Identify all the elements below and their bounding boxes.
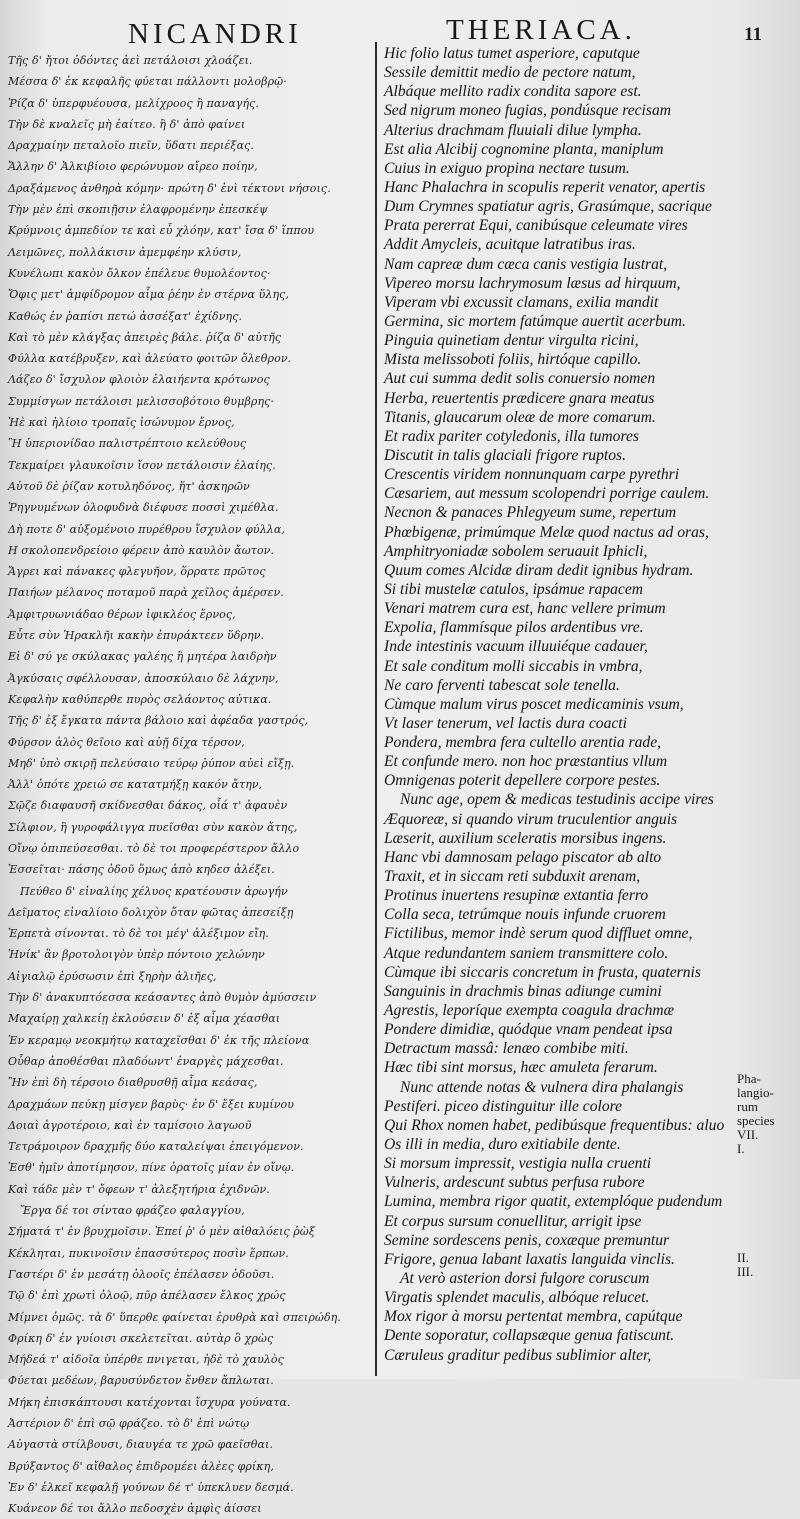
text-line: Cæsariem, aut messum scolopendri porrige caulem.: [384, 485, 710, 503]
text-line: Dum Crymnes spatiatur agris, Grasúmque, sacrique: [384, 198, 712, 216]
text-line: Κρύμνοις ἀμπεδίον τε καὶ εὖ χλόην, κατ' ἴσα δ' ἵππου: [8, 224, 315, 238]
text-line: Germina, sic mortem fatúmque auertit acerbum.: [384, 312, 686, 330]
text-line: Pondera, membra fera cultello arentia rade,: [384, 734, 662, 752]
text-line: Ἐσσεῖται· πάσης ὁδοῦ ὅμως ἀπὸ κηδεσ ἀλέξει.: [8, 863, 275, 877]
text-line: Herba, reuertentis prædicere gnara meatus: [384, 389, 655, 407]
text-line: Sanguinis in drachmis binas adiunge cumini: [384, 982, 662, 1000]
text-line: Sessile demittit medio de pectore natum,: [384, 64, 636, 82]
text-line: Et radix pariter cotyledonis, illa tumores: [384, 427, 639, 445]
text-line: Hæc tibi sint morsus, hæc amuleta ferarum.: [384, 1059, 658, 1077]
text-line: Κέκληται, πυκινοῖσιν ἐπασσύτερος ποσὶν ἕρπων.: [8, 1246, 289, 1260]
text-line: Λειμῶνες, πολλάκισιν ἀμεμφέην κλύσιν,: [8, 245, 242, 259]
text-line: Cuius in exiguo propina nectare tusum.: [384, 159, 630, 177]
text-line: Δραχμάων πεύκῃ μίσγεν βαρὺς· ἐν δ' ἔξει κυμίνου: [8, 1097, 295, 1111]
text-line: Addit Amycleis, acuitque latratibus iras.: [384, 236, 636, 254]
text-line: Vipereo morsu lachrymosum læsus ad hirquum,: [384, 274, 681, 292]
text-line: Ὄφις μετ' ἀμφίδρομον αἶμα ῥέην ἐν στέρνα ὕλης,: [8, 288, 290, 302]
page-number: 11: [744, 24, 762, 45]
text-line: Nam capreæ dum cæca canis vestigia lustrat,: [384, 255, 668, 273]
text-line: Phœbigenæ, primúmque Melæ quod nactus ad oras,: [384, 523, 709, 541]
text-line: Καθώς ἐν ῥαπίσι πετώ ἀσσέξατ' ἐχίδνης.: [8, 309, 243, 323]
text-line: Colla seca, tetrúmque nouis infunde cruorem: [384, 906, 666, 924]
text-line: Κυνέλωπι κακὸν ὄλκον ἐπέλευε θυμολέοντος·: [8, 266, 271, 280]
text-line: Δεῖματος εἰναλίοιο δολιχὸν ὅταν φῶτας ἀπεσείξῃ: [8, 905, 294, 919]
text-line: Τὴν δὲ κναλεῖς μὴ ἐαίτεο. ἢ δ' ἀπὸ φαίνει: [8, 117, 246, 131]
text-line: Φύρσον ἁλὸς θεῖοιο καὶ αὐῇ δίχα τέρσον,: [8, 735, 245, 749]
text-line: Σήματά τ' ἐν βρυχμοῖσιν. Ἐπεί ῥ' ὁ μὲν αἰθαλόεις ῥὼξ: [8, 1225, 316, 1239]
text-line: Lumina, membra rigor quatit, extemplóque pudendum: [384, 1193, 723, 1211]
text-line: Μέσσα δ' ἐκ κεφαλῆς φύεται πάλλοντι μολοβρῷ·: [8, 75, 287, 89]
text-line: Vt laser tenerum, vel lactis dura coacti: [384, 714, 627, 732]
text-line: Τὴν μὲν ἐπὶ σκοπιῇσιν ἐλαφρομένην ἐπεσκέψ: [8, 203, 268, 217]
running-head-right: THERIACA.: [446, 14, 636, 46]
text-line: Alterius drachmam fluuiali dilue lympha.: [384, 121, 642, 139]
text-line: Ἐρπετὰ σίνονται. τὸ δὲ τοι μέγ' ἀλέξιμον εἴη.: [8, 927, 269, 941]
text-line: Est alia Alcibij cognomine planta, maniplum: [384, 140, 664, 158]
text-line: Φύεται μεδέων, βαρυσύνδετον ἔνθεν ἄπλωται.: [8, 1374, 274, 1388]
text-line: Læserit, auxilium sceleratis morsibus ingens.: [384, 829, 667, 847]
text-line: Amphitryoniadæ sobolem seruauit Iphicli,: [384, 542, 648, 560]
text-line: Aut cui summa dedit solis conuersio nomen: [384, 370, 656, 388]
text-line: Δραχμαίην πεταλοῖο πιεῖν, ὕδατι περιέξας.: [8, 139, 254, 153]
margin-note-line: III.: [737, 1264, 754, 1279]
greek-text-column: [8, 50, 368, 1519]
text-line: Hic folio latus tumet asperiore, caputque: [384, 45, 640, 62]
text-line: Albáque mellito radix condita sapore est.: [384, 83, 642, 101]
text-line: Πεύθεο δ' εἰναλίης χέλυος κρατέουσιν ἀρωγήν: [20, 884, 288, 898]
text-line: Inde intestinis vacuum illuuiéque cadauer,: [384, 638, 648, 656]
text-line: Τῷ δ' ἐπὶ χρωτὶ ὀλοῷ, πῦρ ἀπέλασεν ἔλκος χρώς: [8, 1289, 286, 1303]
text-line: Αἰγιαλῷ ἐρύσωσιν ἐπὶ ξηρὴν ἁλιῆες,: [8, 969, 217, 983]
text-line: Omnigenas poterit depellere corpore pestes.: [384, 772, 661, 790]
margin-note-numbers: [737, 1251, 799, 1279]
text-line: Τεκμαίρει γλαυκοῖσιν ἴσον πετάλοισιν ἐλαίης.: [8, 458, 276, 472]
text-line: Τετράμοιρον δραχμῆς δύο καταλείψαι ἐπειγόμενον.: [8, 1140, 304, 1154]
text-line: Ἄλλην δ' Ἀλκιβίοιο φερώνυμον αἴρεο ποίην,: [8, 160, 258, 174]
text-line: Αὐγαστὰ στίλβουσι, διαυγέα τε χρῶ φαεῖσθαι.: [8, 1438, 274, 1452]
text-line: Καὶ τὸ μὲν κλάγξας ἀπειρὲς βάλε. ῥίζα δ' αὐτῆς: [8, 330, 282, 344]
text-line: Detractum massâ: lenæo combibe miti.: [384, 1040, 629, 1058]
text-line: Ἄγρει καὶ πάνακες φλεγυῆον, ὅρρατε πρῶτος: [8, 565, 266, 579]
text-line: Hanc vbi damnosam pelago piscator ab alto: [384, 848, 662, 866]
text-line: Συμμίσγων πετάλοισι μελισσοβότοιο θυμβρης·: [8, 394, 275, 408]
text-line: Vulneris, ardescunt subtus perfusa rubore: [384, 1174, 645, 1192]
text-line: Si morsum impressit, vestigia nulla cruenti: [384, 1155, 652, 1173]
text-line: Ῥίζα δ' ὑπερφυέουσα, μελίχροος ἢ παναγής.: [8, 96, 260, 110]
text-line: Viperam vbi excussit clamans, exilia mandit: [384, 293, 659, 311]
text-line: Μίμνει ὁμῶς. τὰ δ' ὕπερθε φαίνεται ἐρυθρὰ καὶ σπειρώδη.: [8, 1310, 341, 1324]
text-line: Semine sordescens penis, coxæque premuntur: [384, 1231, 670, 1249]
text-line: Ἀστέριον δ' ἐπὶ σῷ φράζεο. τὸ δ' ἐπὶ νώτῳ: [8, 1417, 250, 1430]
text-line: Discutit in talis glaciali frigore ruptos.: [384, 446, 626, 464]
text-line: Cùmque malum virus poscet medicaminis vsum,: [384, 695, 684, 713]
text-line: Οἴνῳ ὁπιπεύσεσθαι. τὸ δὲ τοι προφερέστερον ἄλλο: [8, 841, 300, 855]
text-line: Δοιαὶ ἀγροτέροιο, καὶ ἐν ταμίσοιο λαγωοῦ: [8, 1118, 252, 1132]
text-line: Et sale conditum molli siccabis in vmbra,: [384, 657, 643, 675]
latin-text-column: [384, 44, 740, 1365]
text-line: Necnon & panaces Phlegyeum sume, repertum: [384, 504, 677, 522]
text-line: Pinguia quinetiam dentur virgulta ricini,: [384, 332, 639, 350]
text-line: Agrestis, leporíque exempta coagula drachmæ: [384, 1002, 675, 1020]
text-line: Ἐσθ' ἡμῖν ἀποτίμησον, πίνε ὁρατοῖς μίαν ἐν οἴνῳ.: [8, 1161, 295, 1175]
text-line: Crescentis viridem nonnunquam carpe pyrethri: [384, 466, 680, 484]
margin-note-line: langio-: [737, 1085, 774, 1100]
text-line: Μήδεά τ' αἰδοῖα ὑπέρθε πνιγεται, ἠδὲ τὸ χαυλὸς: [8, 1353, 284, 1367]
text-line: Ἣ ὑπεριονίδαο παλιστρέπτοιο κελεύθους: [8, 437, 247, 451]
text-line: At verò asterion dorsi fulgore coruscum: [400, 1270, 650, 1287]
text-line: Venari matrem cura est, hanc vellere primum: [384, 600, 666, 618]
text-line: Ἢν ἐπὶ δὴ τέρσοιο διαθρυσθῇ αἷμα κεάσας,: [8, 1076, 258, 1090]
text-line: Nunc attende notas & vulnera dira phalangis: [400, 1078, 684, 1096]
text-line: Ἠὲ καὶ ἡλίοιο τροπαῖς ἰσώνυμον ἔρνος,: [8, 416, 235, 430]
text-line: Protinus inuertens resupinæ extantia ferro: [384, 887, 649, 905]
text-line: Αὐτοῦ δὲ ῥίζαν κοτυληδόνος, ἥτ' ἀσκηρῶν: [8, 479, 250, 493]
text-line: Pestiferi. piceo distinguitur ille colore: [384, 1097, 623, 1115]
margin-note-line: II.: [737, 1250, 749, 1265]
margin-note-line: species: [737, 1113, 775, 1128]
text-line: Frigore, genua labant laxatis languida vinclis.: [384, 1250, 675, 1268]
text-line: Ἀμφιτρυωνιάδαο θέρων ἰφικλέος ἔρνος,: [8, 607, 236, 621]
text-line: Æquoreæ, si quando virum truculentior anguis: [384, 810, 678, 828]
text-line: Γαστέρι δ' ἐν μεσάτῃ ὀλοοῖς ἐπέλασεν ὀδοῦσι.: [8, 1267, 275, 1281]
text-line: Cùmque ibi siccaris concretum in frusta, quaternis: [384, 963, 701, 981]
text-line: Sed nigrum moneo fugias, pondúsque recisam: [384, 102, 672, 120]
text-line: Ἀγκύσαις σφέλλουσαν, ἀποσκύλαιο δὲ λάχνην,: [8, 671, 279, 685]
text-line: Prata pererrat Equi, canibúsque celeumate vires: [384, 217, 688, 235]
text-line: Ἔργα δέ τοι σίνταο φράζεο φαλαγγίου,: [20, 1204, 245, 1218]
margin-note-line: I.: [737, 1141, 745, 1156]
text-line: Κεφαλὴν καθύπερθε πυρὸς σελάοντος αὐτικα.: [8, 692, 272, 706]
text-line: Τῆς δ' ἤτοι ὀδόντες ἀεὶ πετάλοισι χλοάζει.: [8, 54, 253, 67]
margin-note-line: Pha-: [737, 1071, 761, 1086]
text-line: Expolia, flammísque pilos ardentibus vre.: [384, 619, 644, 637]
margin-note-species: [737, 1072, 799, 1156]
text-line: Τὴν δ' ἀνακυπτόεσσα κεάσαντες ἀπὸ θυμὸν ἀμύσσειν: [8, 991, 317, 1005]
text-line: Traxit, et in siccam reti subduxit arenam,: [384, 868, 641, 886]
margin-note-line: rum: [737, 1099, 758, 1114]
text-line: Virgatis splendet maculis, albóque relucet.: [384, 1289, 650, 1307]
text-line: Ἐν κεραμῳ νεοκμήτῳ καταχεῖσθαι δ' ἐκ τῆς πλείονα: [8, 1033, 310, 1047]
text-line: Ἀλλ' ὁπότε χρειώ σε κατατμήξῃ κακόν ἄτην,: [8, 778, 263, 792]
text-line: Pondere dimidiæ, quódque vnam pendeat ipsa: [384, 1021, 673, 1039]
text-line: Hanc Phalachra in scopulis reperit venator, apertis: [384, 178, 706, 196]
text-line: Si tibi mustelæ catulos, ipsámue rapacem: [384, 580, 644, 598]
column-divider: [375, 42, 377, 1376]
text-line: Οὖθαρ ἀποθέσθαι πλαδόωντ' ἐναργὲς μάχεσθαι.: [8, 1054, 284, 1068]
text-line: Fictilibus, memor indè serum quod diffluet omne,: [384, 925, 693, 943]
text-line: Εἰ δ' σύ γε σκύλακας γαλέης ἢ μητέρα λαιδρὴν: [8, 650, 277, 664]
text-line: Μαχαίρῃ χαλκείῃ ἐκλούσειν δ' ἐξ αἷμα χέασθαι: [8, 1012, 281, 1026]
text-line: Mista melissoboti foliis, hirtóque capillo.: [384, 351, 642, 369]
text-line: Δραξάμενος ἀνθηρὰ κόμην· πρώτη δ' ἐνὶ τέκτονι νήσοις.: [8, 181, 331, 195]
text-line: Cæruleus graditur pedibus sublimior alter,: [384, 1346, 652, 1364]
text-line: Μήκη ἐπισκάπτουσι κατέχονται ἴσχυρα γούνατα.: [8, 1395, 291, 1409]
text-line: Et corpus sursum conuellitur, arrigit ipse: [384, 1212, 642, 1230]
text-line: Os illi in media, duro exitiabile dente.: [384, 1136, 621, 1154]
text-line: Ἐν δ' ἑλκεῖ κεφαλῇ γούνων δέ τ' ὑπεκλυεν δεσμά.: [8, 1480, 294, 1494]
text-line: Καὶ τάδε μὲν τ' ὄφεων τ' ἀλεξητήρια ἐχιδνῶν.: [8, 1182, 270, 1196]
text-line: Σίλφιον, ἢ γυροφάλιγγα πυεῖσθαι σὺν κακὸν ἄτης,: [8, 820, 298, 834]
running-head-left: NICANDRI: [128, 18, 302, 50]
text-line: Δὴ ποτε δ' αὐξομένοιο πυρέθρου ἴσχυλον φύλλα,: [8, 522, 285, 536]
text-line: Τῆς δ' ἐξ ἔγκατα πάντα βάλοιο καὶ ἀφέαδα γαστρός,: [8, 714, 309, 728]
margin-note-line: VII.: [737, 1127, 759, 1142]
text-line: Ἡνίκ' ἂν βροτολοιγὸν ὑπὲρ πόντοιο χελώνην: [8, 948, 265, 962]
text-line: Titanis, glaucarum oleæ de more comarum.: [384, 408, 656, 426]
text-line: Μηδ' ὑπὸ σκιρῇ πελεύσαιο τεύρῳ ῥύπον αὐεὶ εἴξῃ.: [8, 756, 295, 770]
text-line: Φύλλα κατέβρυξεν, καὶ ἀλεύατο φοιτῶν ὄλεθρον.: [8, 352, 292, 366]
text-line: Σῷζε διαφαυσῆ σκίδνεσθαι δάκος, οἷά τ' ἀφαυὲν: [8, 799, 288, 813]
text-line: Qui Rhox nomen habet, pedibúsque frequentibus: aluo: [384, 1116, 725, 1134]
text-line: Dente soporatur, collapsæque genua fatiscunt.: [384, 1327, 675, 1345]
text-line: Εὖτε σὺν Ἡρακλῆι κακὴν ἐπυράκτεεν ὕδρην.: [8, 629, 265, 643]
text-line: Η σκολοπενδρείοιο φέρειν ἀπὸ καυλὸν ἄωτον.: [8, 543, 275, 557]
text-line: Nunc age, opem & medicas testudinis accipe vires: [400, 791, 714, 809]
text-line: Quum comes Alcidæ diram dedit ignibus hydram.: [384, 561, 694, 579]
text-line: Κυάνεον δέ τοι ἄλλο πεδοσχὲν ἀμφὶς ἀίσσει: [8, 1502, 262, 1516]
text-line: Et confunde mero. non hoc præstantius vllum: [384, 753, 668, 771]
text-line: Atque redundantem saniem transmittere colo.: [384, 944, 669, 962]
text-line: Παιήων μέλανος ποταμοῦ παρὰ χεῖλος ἀμέρσεν.: [8, 586, 284, 600]
text-line: Λάζεο δ' ἴσχυλον φλοιὸν ἐλαιήεντα κρότωνος: [8, 373, 270, 387]
text-line: Φρίκη δ' ἐν γυίοισι σκελετεῖται. αὐτὰρ ὃ χρὼς: [8, 1331, 274, 1345]
text-line: Ne caro ferventi tabescat sole tenella.: [384, 676, 620, 694]
text-line: Mox rigor à morsu pertentat membra, capútque: [384, 1308, 683, 1326]
text-line: Βρύξαντος δ' αἴθαλος ἐπιδρομέει ἀλὲες φρίκη,: [8, 1459, 274, 1473]
text-line: Ῥηγνυμένων ὀλοφυδνὰ διέφυσε ποσσὶ χιμέθλα.: [8, 501, 279, 515]
